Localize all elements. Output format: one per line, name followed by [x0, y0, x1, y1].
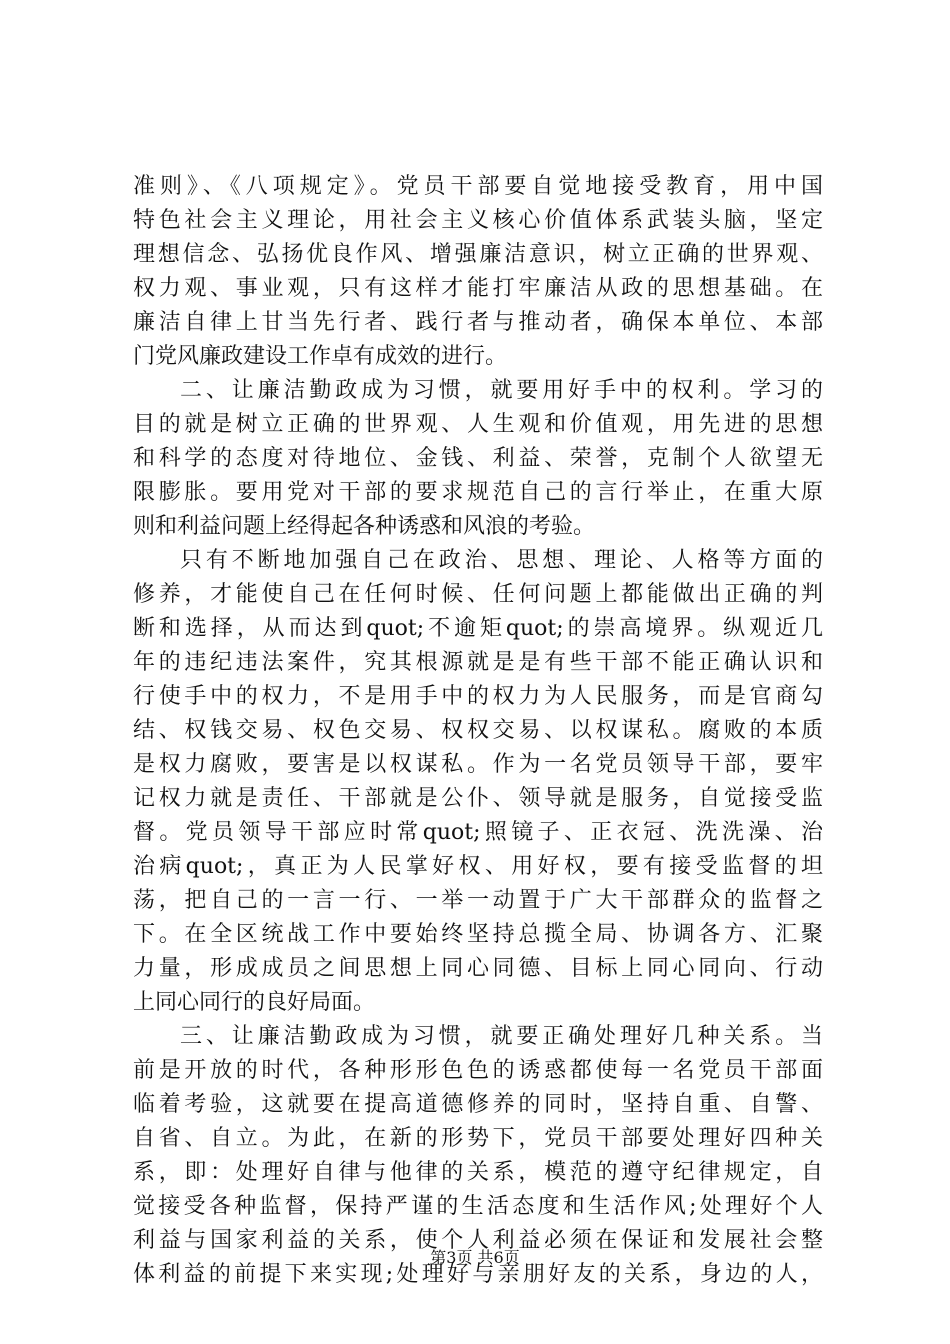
text-line: 特色社会主义理论，用社会主义核心价值体系武装头脑，坚定	[133, 208, 823, 233]
text-line: 系，即：处理好自律与他律的关系，模范的遵守纪律规定，自	[133, 1160, 823, 1185]
text-line: 利益与国家利益的关系，使个人利益必须在保证和发展社会整	[133, 1228, 823, 1253]
text-line: 修养，才能使自己在任何时候、任何问题上都能做出正确的判	[133, 582, 823, 607]
text-line: 荡，把自己的一言一行、一举一动置于广大干部群众的监督之	[133, 888, 823, 913]
text-line: 力量，形成成员之间思想上同心同德、目标上同心同向、行动	[133, 956, 823, 981]
text-line: 二、让廉洁勤政成为习惯，就要用好手中的权利。学习的	[180, 378, 823, 403]
text-line: 门党风廉政建设工作卓有成效的进行。	[133, 344, 508, 369]
text-line: 治病quot;，真正为人民掌好权、用好权，要有接受监督的坦	[133, 854, 823, 879]
text-line: 权力观、事业观，只有这样才能打牢廉洁从政的思想基础。在	[133, 276, 823, 301]
text-line: 目的就是树立正确的世界观、人生观和价值观，用先进的思想	[133, 412, 823, 437]
text-line: 结、权钱交易、权色交易、权权交易、以权谋私。腐败的本质	[133, 718, 823, 743]
text-line: 上同心同行的良好局面。	[133, 990, 376, 1015]
text-line: 前是开放的时代，各种形形色色的诱惑都使每一名党员干部面	[133, 1058, 823, 1083]
text-line: 理想信念、弘扬优良作风、增强廉洁意识，树立正确的世界观、	[133, 242, 823, 267]
text-line: 断和选择，从而达到quot;不逾矩quot;的崇高境界。纵观近几	[133, 616, 823, 641]
text-line: 限膨胀。要用党对干部的要求规范自己的言行举止，在重大原	[133, 480, 823, 505]
text-line: 和科学的态度对待地位、金钱、利益、荣誉，克制个人欲望无	[133, 446, 823, 471]
text-line: 觉接受各种监督，保持严谨的生活态度和生活作风;处理好个人	[133, 1194, 823, 1219]
document-body	[133, 170, 823, 1292]
text-line: 临着考验，这就要在提高道德修养的同时，坚持自重、自警、	[133, 1092, 823, 1117]
text-line: 体利益的前提下来实现;处理好与亲朋好友的关系，身边的人，	[133, 1262, 823, 1287]
text-line: 记权力就是责任、干部就是公仆、领导就是服务，自觉接受监	[133, 786, 823, 811]
text-line: 行使手中的权力，不是用手中的权力为人民服务，而是官商勾	[133, 684, 823, 709]
text-line: 是权力腐败，要害是以权谋私。作为一名党员领导干部，要牢	[133, 752, 823, 777]
page-footer: 第3页 共6页	[430, 1248, 520, 1267]
text-line: 督。党员领导干部应时常quot;照镜子、正衣冠、洗洗澡、治	[133, 820, 823, 845]
text-line: 下。在全区统战工作中要始终坚持总揽全局、协调各方、汇聚	[133, 922, 823, 947]
text-line: 自省、自立。为此，在新的形势下，党员干部要处理好四种关	[133, 1126, 823, 1151]
text-line: 则和利益问题上经得起各种诱惑和风浪的考验。	[133, 514, 596, 539]
text-line: 只有不断地加强自己在政治、思想、理论、人格等方面的	[180, 548, 823, 573]
text-line: 三、让廉洁勤政成为习惯，就要正确处理好几种关系。当	[180, 1024, 823, 1049]
text-line: 年的违纪违法案件，究其根源就是是有些干部不能正确认识和	[133, 650, 823, 675]
text-line: 廉洁自律上甘当先行者、践行者与推动者，确保本单位、本部	[133, 310, 823, 335]
text-line: 准则》、《八项规定》。党员干部要自觉地接受教育，用中国	[133, 174, 823, 199]
